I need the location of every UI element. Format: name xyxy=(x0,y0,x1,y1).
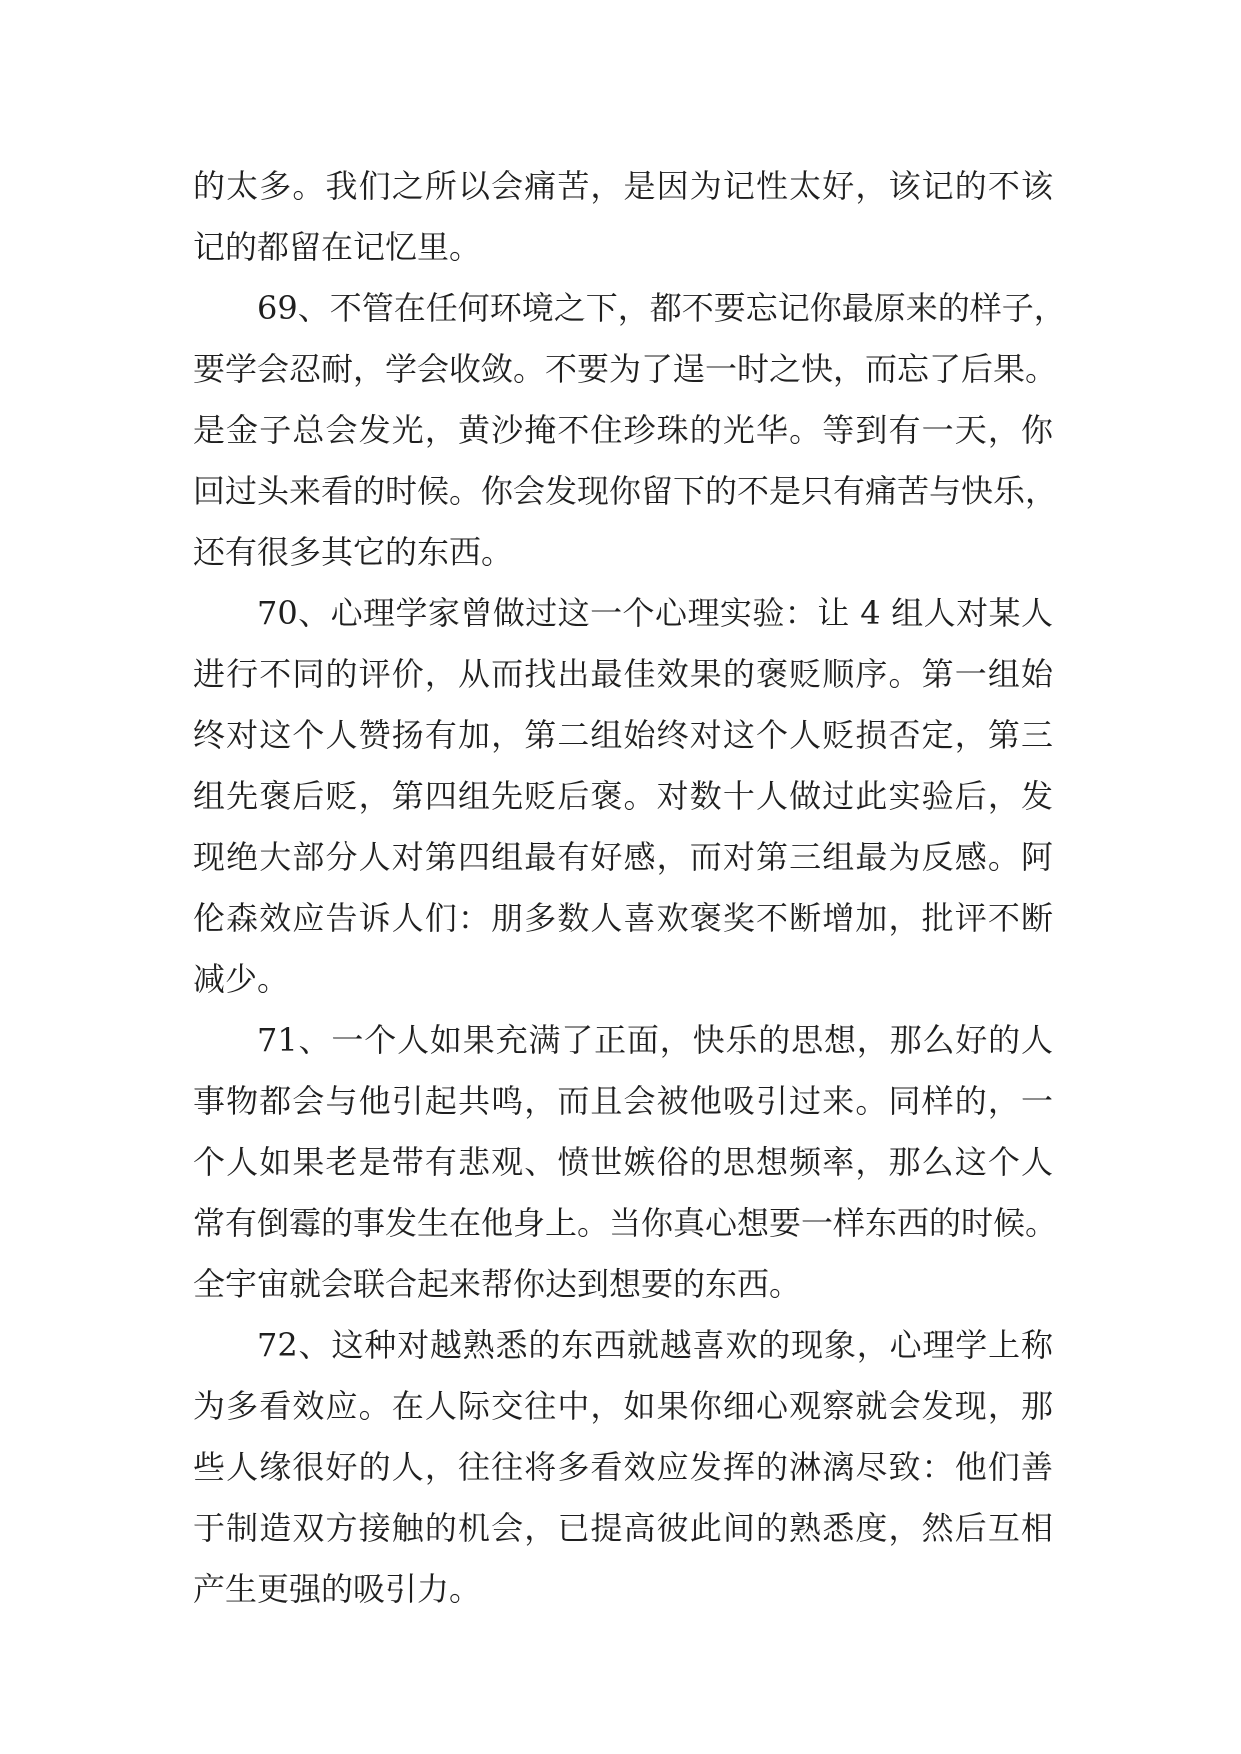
text-line: 记的都留在记忆里。 xyxy=(193,228,482,266)
paragraph-69-start: 69、不管在任何环境之下，都不要忘记你最原来的样子， xyxy=(257,289,1066,327)
text-line: 于制造双方接触的机会，已提高彼此间的熟悉度，然后互相 xyxy=(193,1509,1053,1547)
text-line: 组先褒后贬，第四组先贬后褒。对数十人做过此实验后，发 xyxy=(193,777,1053,815)
text-line: 事物都会与他引起共鸣，而且会被他吸引过来。同样的，一 xyxy=(193,1082,1053,1120)
text-line: 全宇宙就会联合起来帮你达到想要的东西。 xyxy=(193,1265,802,1303)
text-line: 是金子总会发光，黄沙掩不住珍珠的光华。等到有一天，你 xyxy=(193,411,1053,449)
text-line: 减少。 xyxy=(193,960,290,998)
paragraph-71-start: 71、一个人如果充满了正面，快乐的思想，那么好的人 xyxy=(257,1021,1053,1059)
text-line: 回过头来看的时候。你会发现你留下的不是只有痛苦与快乐， xyxy=(193,472,1058,510)
document-page xyxy=(193,156,1066,1620)
text-line: 个人如果老是带有悲观、愤世嫉俗的思想频率，那么这个人 xyxy=(193,1143,1053,1181)
text-line: 终对这个人赞扬有加，第二组始终对这个人贬损否定，第三 xyxy=(193,716,1053,754)
text-line: 还有很多其它的东西。 xyxy=(193,533,514,571)
text-line: 现绝大部分人对第四组最有好感，而对第三组最为反感。阿 xyxy=(193,838,1053,876)
text-line: 的太多。我们之所以会痛苦，是因为记性太好，该记的不该 xyxy=(193,167,1053,205)
text-line: 常有倒霉的事发生在他身上。当你真心想要一样东西的时候。 xyxy=(193,1204,1058,1242)
text-line: 伦森效应告诉人们：朋多数人喜欢褒奖不断增加，批评不断 xyxy=(193,899,1053,937)
text-line: 产生更强的吸引力。 xyxy=(193,1570,482,1608)
text-line: 为多看效应。在人际交往中，如果你细心观察就会发现，那 xyxy=(193,1387,1053,1425)
text-line: 要学会忍耐，学会收敛。不要为了逞一时之快，而忘了后果。 xyxy=(193,350,1058,388)
text-line: 进行不同的评价，从而找出最佳效果的褒贬顺序。第一组始 xyxy=(193,655,1053,693)
paragraph-70-start: 70、心理学家曾做过这一个心理实验：让 4 组人对某人 xyxy=(257,594,1053,632)
paragraph-72-start: 72、这种对越熟悉的东西就越喜欢的现象，心理学上称 xyxy=(257,1326,1053,1364)
text-line: 些人缘很好的人，往往将多看效应发挥的淋漓尽致：他们善 xyxy=(193,1448,1053,1486)
